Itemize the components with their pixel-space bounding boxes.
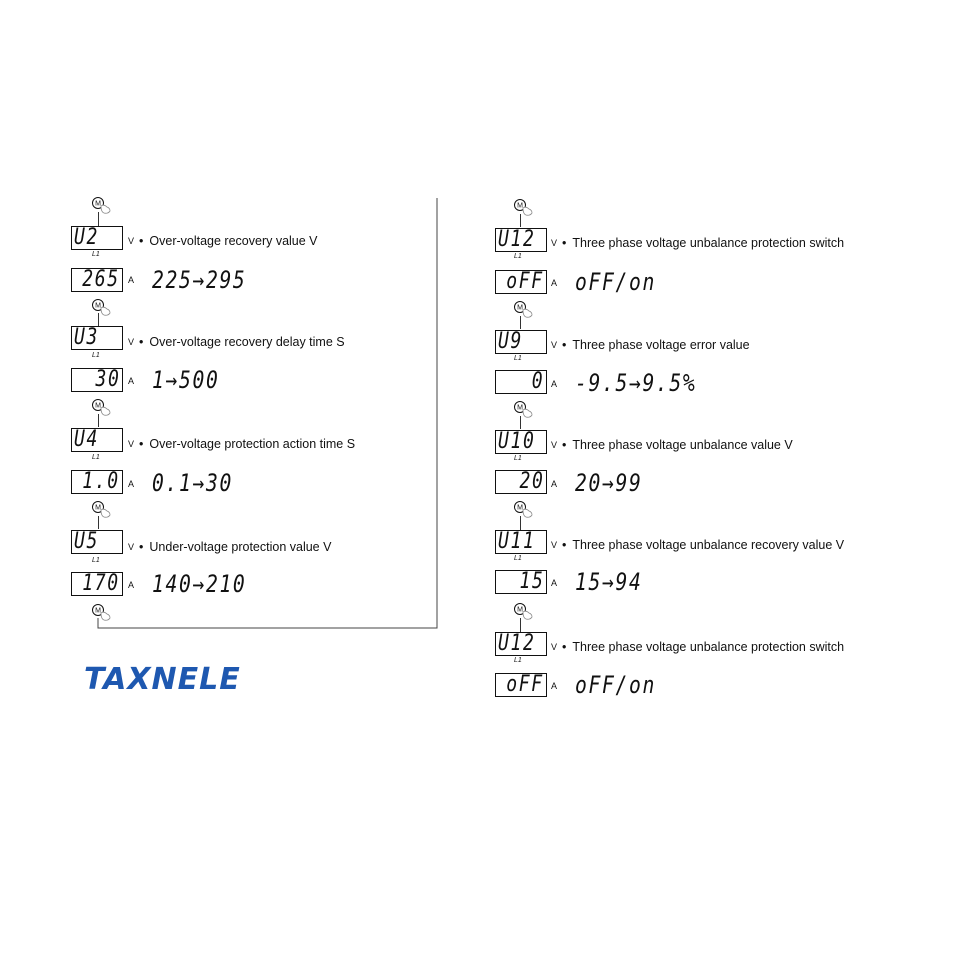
unit-a-label: A	[551, 278, 558, 288]
parameter-code-display: U9	[495, 330, 547, 354]
parameter-range: -9.5→9.5%	[575, 369, 697, 397]
parameter-value-display: 20	[495, 470, 547, 494]
unit-a-label: A	[551, 578, 558, 588]
parameter-code-display: U3	[71, 326, 123, 350]
arrow-down-icon	[520, 316, 521, 329]
parameter-code-display: U4	[71, 428, 123, 452]
brand-logo: TAXNELE	[84, 662, 241, 697]
unit-v-label: V	[551, 238, 558, 248]
l1-label: L1	[92, 454, 100, 461]
arrow-down-icon	[520, 618, 521, 632]
parameter-code-display: U5	[71, 530, 123, 554]
unit-v-label: V	[128, 236, 135, 246]
parameter-code-display: U12	[495, 228, 547, 252]
parameter-description: • Three phase voltage unbalance value V	[562, 438, 793, 452]
m-button-icon	[513, 400, 535, 420]
parameter-value-display: 265	[71, 268, 123, 292]
unit-v-label: V	[551, 540, 558, 550]
parameter-range: oFF/on	[575, 268, 656, 296]
parameter-range: 225→295	[152, 266, 247, 294]
parameter-range: 1→500	[152, 366, 220, 394]
l1-label: L1	[514, 355, 522, 362]
parameter-range: 15→94	[575, 568, 643, 596]
loop-return-line	[95, 196, 440, 636]
parameter-value-display: 30	[71, 368, 123, 392]
l1-label: L1	[92, 352, 100, 359]
unit-a-label: A	[128, 376, 135, 386]
l1-label: L1	[514, 253, 522, 260]
unit-v-label: V	[551, 340, 558, 350]
l1-label: L1	[92, 251, 100, 258]
m-button-icon	[513, 198, 535, 218]
parameter-range: 20→99	[575, 469, 643, 497]
m-button-icon	[513, 300, 535, 320]
arrow-down-icon	[520, 214, 521, 227]
unit-a-label: A	[128, 275, 135, 285]
parameter-range: 0.1→30	[152, 469, 233, 497]
parameter-range: oFF/on	[575, 671, 656, 699]
unit-a-label: A	[128, 580, 135, 590]
parameter-value-display: 15	[495, 570, 547, 594]
parameter-code-display: U2	[71, 226, 123, 250]
unit-a-label: A	[551, 379, 558, 389]
parameter-code-display: U11	[495, 530, 547, 554]
parameter-description: • Three phase voltage unbalance protection switch	[562, 236, 844, 250]
unit-a-label: A	[551, 479, 558, 489]
parameter-description: • Over-voltage recovery value V	[139, 234, 318, 248]
parameter-description: • Under-voltage protection value V	[139, 540, 331, 554]
m-button-icon	[513, 500, 535, 520]
parameter-range: 140→210	[152, 570, 247, 598]
parameter-value-display: oFF	[495, 270, 547, 294]
parameter-code-display: U12	[495, 632, 547, 656]
parameter-description: • Over-voltage recovery delay time S	[139, 335, 345, 349]
l1-label: L1	[514, 657, 522, 664]
parameter-value-display: 1.0	[71, 470, 123, 494]
m-button-icon	[513, 602, 535, 622]
parameter-value-display: 0	[495, 370, 547, 394]
unit-v-label: V	[551, 440, 558, 450]
l1-label: L1	[92, 557, 100, 564]
arrow-down-icon	[520, 416, 521, 429]
parameter-value-display: oFF	[495, 673, 547, 697]
unit-v-label: V	[128, 542, 135, 552]
parameter-description: • Three phase voltage error value	[562, 338, 750, 352]
l1-label: L1	[514, 455, 522, 462]
unit-v-label: V	[128, 337, 135, 347]
parameter-description: • Three phase voltage unbalance protection switch	[562, 640, 844, 654]
parameter-description: • Three phase voltage unbalance recovery value V	[562, 538, 844, 552]
l1-label: L1	[514, 555, 522, 562]
unit-a-label: A	[128, 479, 135, 489]
unit-v-label: V	[551, 642, 558, 652]
unit-a-label: A	[551, 681, 558, 691]
unit-v-label: V	[128, 439, 135, 449]
parameter-code-display: U10	[495, 430, 547, 454]
parameter-description: • Over-voltage protection action time S	[139, 437, 355, 451]
parameter-value-display: 170	[71, 572, 123, 596]
arrow-down-icon	[520, 516, 521, 530]
